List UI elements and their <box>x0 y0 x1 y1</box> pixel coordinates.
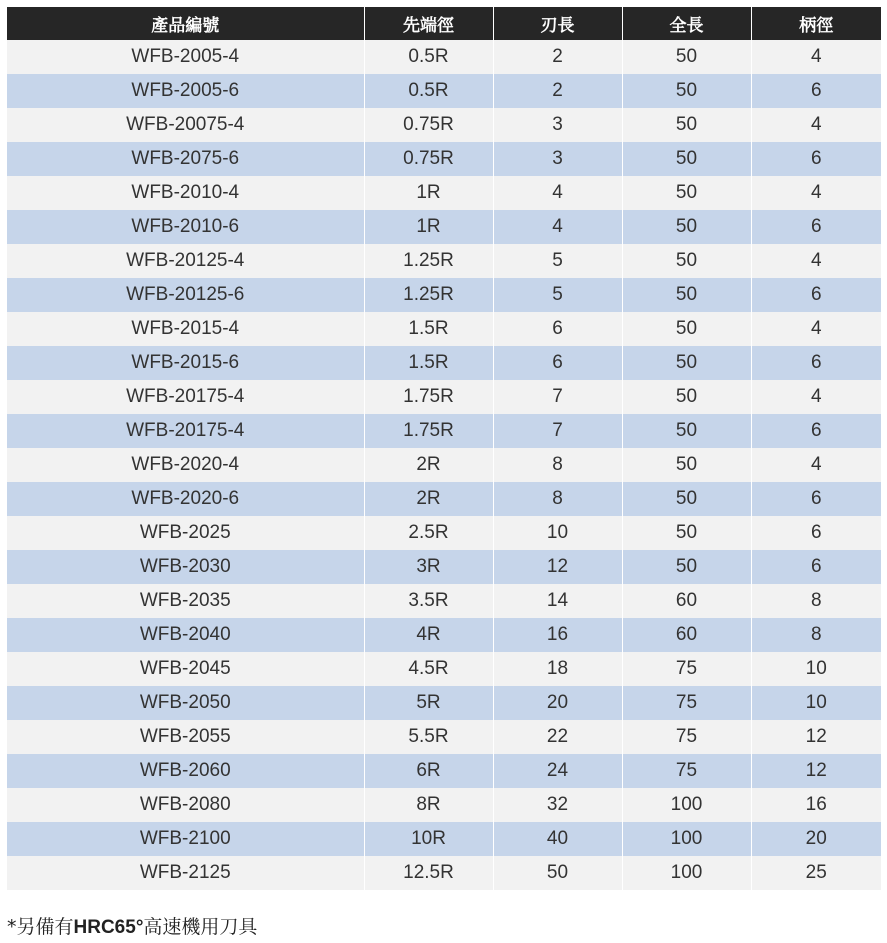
cell-total-length: 50 <box>622 176 751 210</box>
cell-blade-length: 20 <box>493 686 622 720</box>
cell-shank-diameter: 4 <box>751 176 881 210</box>
spec-table-container <box>7 7 881 890</box>
cell-shank-diameter: 4 <box>751 380 881 414</box>
cell-shank-diameter: 20 <box>751 822 881 856</box>
cell-shank-diameter: 8 <box>751 618 881 652</box>
cell-shank-diameter: 6 <box>751 550 881 584</box>
cell-product-number: WFB-2010-4 <box>7 176 364 210</box>
cell-total-length: 50 <box>622 448 751 482</box>
spec-table <box>7 7 881 890</box>
cell-blade-length: 10 <box>493 516 622 550</box>
table-row <box>7 244 881 278</box>
cell-product-number: WFB-2100 <box>7 822 364 856</box>
cell-tip-diameter: 6R <box>364 754 493 788</box>
cell-blade-length: 7 <box>493 380 622 414</box>
cell-shank-diameter: 4 <box>751 108 881 142</box>
table-row <box>7 40 881 74</box>
cell-blade-length: 4 <box>493 176 622 210</box>
cell-shank-diameter: 12 <box>751 754 881 788</box>
cell-tip-diameter: 3R <box>364 550 493 584</box>
table-row <box>7 142 881 176</box>
cell-shank-diameter: 8 <box>751 584 881 618</box>
cell-product-number: WFB-2050 <box>7 686 364 720</box>
cell-tip-diameter: 0.5R <box>364 74 493 108</box>
cell-total-length: 60 <box>622 618 751 652</box>
cell-blade-length: 5 <box>493 244 622 278</box>
table-row <box>7 278 881 312</box>
header-tip-diameter: 先端徑 <box>364 7 493 40</box>
cell-blade-length: 2 <box>493 40 622 74</box>
table-row <box>7 346 881 380</box>
table-row <box>7 686 881 720</box>
cell-total-length: 75 <box>622 686 751 720</box>
footnote-suffix: 高速機用刀具 <box>143 916 258 938</box>
cell-shank-diameter: 4 <box>751 244 881 278</box>
cell-blade-length: 8 <box>493 482 622 516</box>
table-row <box>7 822 881 856</box>
cell-product-number: WFB-2025 <box>7 516 364 550</box>
cell-total-length: 50 <box>622 312 751 346</box>
cell-product-number: WFB-2080 <box>7 788 364 822</box>
cell-product-number: WFB-2020-4 <box>7 448 364 482</box>
cell-blade-length: 8 <box>493 448 622 482</box>
cell-tip-diameter: 5.5R <box>364 720 493 754</box>
cell-tip-diameter: 1.25R <box>364 278 493 312</box>
cell-total-length: 75 <box>622 720 751 754</box>
table-row <box>7 380 881 414</box>
cell-product-number: WFB-2030 <box>7 550 364 584</box>
cell-product-number: WFB-2015-6 <box>7 346 364 380</box>
cell-tip-diameter: 1R <box>364 210 493 244</box>
cell-blade-length: 32 <box>493 788 622 822</box>
cell-blade-length: 50 <box>493 856 622 890</box>
table-row <box>7 482 881 516</box>
cell-tip-diameter: 5R <box>364 686 493 720</box>
cell-blade-length: 3 <box>493 142 622 176</box>
cell-shank-diameter: 10 <box>751 686 881 720</box>
cell-tip-diameter: 1.25R <box>364 244 493 278</box>
cell-blade-length: 6 <box>493 346 622 380</box>
table-row <box>7 414 881 448</box>
table-row <box>7 788 881 822</box>
cell-tip-diameter: 1.75R <box>364 414 493 448</box>
cell-product-number: WFB-20075-4 <box>7 108 364 142</box>
cell-total-length: 50 <box>622 74 751 108</box>
cell-shank-diameter: 25 <box>751 856 881 890</box>
cell-total-length: 50 <box>622 210 751 244</box>
table-row <box>7 754 881 788</box>
cell-blade-length: 14 <box>493 584 622 618</box>
cell-shank-diameter: 6 <box>751 74 881 108</box>
table-row <box>7 176 881 210</box>
cell-total-length: 50 <box>622 108 751 142</box>
header-product-number: 產品編號 <box>7 7 364 40</box>
cell-blade-length: 3 <box>493 108 622 142</box>
cell-blade-length: 22 <box>493 720 622 754</box>
cell-shank-diameter: 6 <box>751 278 881 312</box>
table-row <box>7 618 881 652</box>
table-row <box>7 516 881 550</box>
cell-tip-diameter: 3.5R <box>364 584 493 618</box>
header-total-length: 全長 <box>622 7 751 40</box>
table-row <box>7 108 881 142</box>
cell-tip-diameter: 2R <box>364 448 493 482</box>
cell-product-number: WFB-2005-6 <box>7 74 364 108</box>
cell-product-number: WFB-2045 <box>7 652 364 686</box>
cell-tip-diameter: 4.5R <box>364 652 493 686</box>
cell-product-number: WFB-20125-4 <box>7 244 364 278</box>
cell-shank-diameter: 6 <box>751 516 881 550</box>
cell-product-number: WFB-2055 <box>7 720 364 754</box>
cell-shank-diameter: 4 <box>751 40 881 74</box>
cell-tip-diameter: 1.5R <box>364 312 493 346</box>
cell-total-length: 50 <box>622 516 751 550</box>
cell-blade-length: 12 <box>493 550 622 584</box>
cell-tip-diameter: 0.75R <box>364 142 493 176</box>
cell-blade-length: 7 <box>493 414 622 448</box>
cell-product-number: WFB-2015-4 <box>7 312 364 346</box>
cell-tip-diameter: 1.75R <box>364 380 493 414</box>
cell-tip-diameter: 0.75R <box>364 108 493 142</box>
cell-product-number: WFB-2040 <box>7 618 364 652</box>
cell-blade-length: 40 <box>493 822 622 856</box>
cell-total-length: 75 <box>622 652 751 686</box>
table-row <box>7 584 881 618</box>
header-shank-diameter: 柄徑 <box>751 7 881 40</box>
cell-blade-length: 2 <box>493 74 622 108</box>
cell-total-length: 50 <box>622 482 751 516</box>
cell-product-number: WFB-2125 <box>7 856 364 890</box>
cell-shank-diameter: 6 <box>751 346 881 380</box>
cell-product-number: WFB-2035 <box>7 584 364 618</box>
cell-total-length: 100 <box>622 856 751 890</box>
cell-product-number: WFB-2010-6 <box>7 210 364 244</box>
cell-tip-diameter: 2R <box>364 482 493 516</box>
cell-total-length: 50 <box>622 346 751 380</box>
table-row <box>7 312 881 346</box>
table-row <box>7 550 881 584</box>
cell-product-number: WFB-20175-4 <box>7 414 364 448</box>
cell-shank-diameter: 6 <box>751 414 881 448</box>
cell-shank-diameter: 4 <box>751 312 881 346</box>
cell-tip-diameter: 12.5R <box>364 856 493 890</box>
table-body <box>7 40 881 890</box>
cell-product-number: WFB-2075-6 <box>7 142 364 176</box>
cell-total-length: 50 <box>622 414 751 448</box>
cell-product-number: WFB-2020-6 <box>7 482 364 516</box>
footnote-prefix: *另備有 <box>7 916 74 938</box>
table-row <box>7 856 881 890</box>
cell-shank-diameter: 12 <box>751 720 881 754</box>
cell-shank-diameter: 6 <box>751 142 881 176</box>
table-header <box>7 7 881 40</box>
cell-total-length: 100 <box>622 822 751 856</box>
cell-shank-diameter: 6 <box>751 482 881 516</box>
cell-product-number: WFB-2005-4 <box>7 40 364 74</box>
header-row <box>7 7 881 40</box>
cell-tip-diameter: 0.5R <box>364 40 493 74</box>
cell-total-length: 75 <box>622 754 751 788</box>
cell-blade-length: 18 <box>493 652 622 686</box>
table-row <box>7 448 881 482</box>
cell-blade-length: 6 <box>493 312 622 346</box>
cell-blade-length: 5 <box>493 278 622 312</box>
cell-blade-length: 4 <box>493 210 622 244</box>
table-row <box>7 210 881 244</box>
cell-blade-length: 24 <box>493 754 622 788</box>
cell-tip-diameter: 10R <box>364 822 493 856</box>
cell-total-length: 50 <box>622 380 751 414</box>
footnote-hardness: HRC65° <box>73 917 144 938</box>
cell-total-length: 50 <box>622 550 751 584</box>
header-blade-length: 刃長 <box>493 7 622 40</box>
cell-tip-diameter: 1.5R <box>364 346 493 380</box>
footnote <box>7 912 257 939</box>
cell-shank-diameter: 16 <box>751 788 881 822</box>
cell-blade-length: 16 <box>493 618 622 652</box>
cell-total-length: 50 <box>622 244 751 278</box>
cell-shank-diameter: 10 <box>751 652 881 686</box>
table-row <box>7 652 881 686</box>
cell-total-length: 50 <box>622 40 751 74</box>
cell-total-length: 50 <box>622 142 751 176</box>
cell-shank-diameter: 6 <box>751 210 881 244</box>
cell-shank-diameter: 4 <box>751 448 881 482</box>
table-row <box>7 74 881 108</box>
cell-product-number: WFB-20125-6 <box>7 278 364 312</box>
cell-tip-diameter: 2.5R <box>364 516 493 550</box>
cell-total-length: 100 <box>622 788 751 822</box>
cell-product-number: WFB-20175-4 <box>7 380 364 414</box>
cell-tip-diameter: 4R <box>364 618 493 652</box>
cell-total-length: 50 <box>622 278 751 312</box>
table-row <box>7 720 881 754</box>
cell-total-length: 60 <box>622 584 751 618</box>
cell-product-number: WFB-2060 <box>7 754 364 788</box>
cell-tip-diameter: 1R <box>364 176 493 210</box>
cell-tip-diameter: 8R <box>364 788 493 822</box>
